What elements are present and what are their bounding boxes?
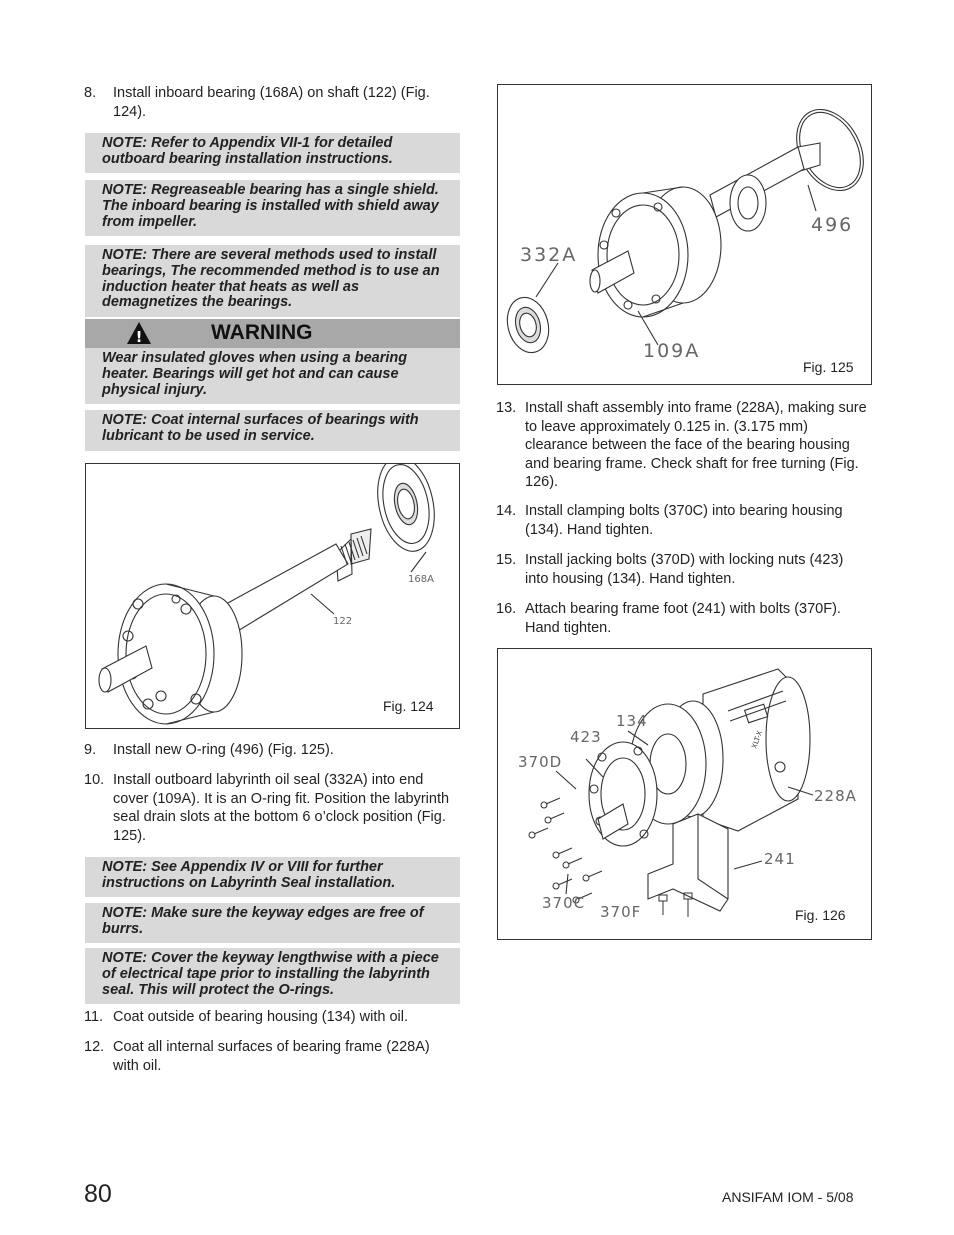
svg-text:109A: 109A <box>643 340 701 362</box>
step-number: 16. <box>496 601 517 617</box>
warning-header <box>85 319 460 348</box>
svg-text:241: 241 <box>764 850 796 868</box>
svg-text:228A: 228A <box>814 787 857 805</box>
step-text: Install inboard bearing (168A) on shaft (122) (Fig. 124). <box>113 85 430 120</box>
step-number: 10. <box>84 772 105 788</box>
step-text: Install shaft assembly into frame (228A), making sure to leave approximately 0.125 in. (3.175 mm) clearance between the face of the bearing housing and bearing frame. Check shaft for free turning (Fig. 126). <box>525 400 867 490</box>
note-appendix-vii: NOTE: Refer to Appendix VII-1 for detailed outboard bearing installation instructions. <box>85 133 460 173</box>
shaft-bearing-illustration <box>86 464 461 730</box>
svg-text:496: 496 <box>811 214 854 236</box>
step-number: 11. <box>84 1009 104 1025</box>
step-text: Install new O-ring (496) (Fig. 125). <box>113 742 334 758</box>
figure-124 <box>85 463 460 729</box>
fig-124-caption: Fig. 124 <box>383 698 434 714</box>
note-regreaseable-bearing: NOTE: Regreaseable bearing has a single shield. The inboard bearing is installed with shield away from impeller. <box>85 180 460 236</box>
svg-text:168A: 168A <box>408 574 434 585</box>
svg-text:!: ! <box>135 328 143 345</box>
step-number: 8. <box>84 85 97 101</box>
svg-text:XLT-X: XLT-X <box>750 729 765 750</box>
step-number: 13. <box>496 400 517 416</box>
svg-text:332A: 332A <box>520 244 578 266</box>
svg-text:370F: 370F <box>600 903 642 921</box>
figure-126 <box>497 648 872 940</box>
warning-title: WARNING <box>211 321 313 344</box>
step-number: 9. <box>84 742 97 758</box>
fig-126-caption: Fig. 126 <box>795 907 846 923</box>
note-labyrinth-appendix: NOTE: See Appendix IV or VIII for further instructions on Labyrinth Seal installation. <box>85 857 460 897</box>
note-keyway-tape: NOTE: Cover the keyway lengthwise with a piece of electrical tape prior to installing the labyrinth seal. This will protect the O-rings. <box>85 948 460 1004</box>
step-text: Install jacking bolts (370D) with locking nuts (423) into housing (134). Hand tighten. <box>525 552 844 587</box>
note-bearing-methods: NOTE: There are several methods used to install bearings, The recommended method is to use an induction heater that heats as well as demagnetizes the bearings. <box>85 245 460 317</box>
frame-assembly-illustration <box>498 649 873 941</box>
step-text: Install clamping bolts (370C) into bearing housing (134). Hand tighten. <box>525 503 843 538</box>
warning-triangle-icon <box>126 321 152 345</box>
svg-text:134: 134 <box>616 712 648 730</box>
step-text: Coat outside of bearing housing (134) with oil. <box>113 1009 409 1025</box>
figure-125 <box>497 84 872 385</box>
step-text: Attach bearing frame foot (241) with bolts (370F). Hand tighten. <box>525 601 841 636</box>
step-number: 14. <box>496 503 517 519</box>
document-id: ANSIFAM IOM - 5/08 <box>722 1189 854 1205</box>
note-coat-bearings: NOTE: Coat internal surfaces of bearings with lubricant to be used in service. <box>85 410 460 451</box>
shaft-seal-illustration <box>498 85 873 386</box>
step-text: Coat all internal surfaces of bearing frame (228A) with oil. <box>113 1039 430 1074</box>
svg-text:370C: 370C <box>542 894 586 912</box>
svg-text:122: 122 <box>333 616 353 627</box>
svg-text:423: 423 <box>570 728 602 746</box>
step-number: 12. <box>84 1039 105 1055</box>
svg-text:370D: 370D <box>518 753 563 771</box>
fig-125-caption: Fig. 125 <box>803 359 854 375</box>
warning-text: Wear insulated gloves when using a bearing heater. Bearings will get hot and can cause physical injury. <box>85 348 460 404</box>
note-keyway-burrs: NOTE: Make sure the keyway edges are free of burrs. <box>85 903 460 943</box>
step-number: 15. <box>496 552 517 568</box>
page-number: 80 <box>84 1180 112 1208</box>
step-text: Install outboard labyrinth oil seal (332A) into end cover (109A). It is an O-ring fit. Position the labyrinth seal drain slots at the bottom 6 o’clock position (Fig. 125). <box>113 772 450 844</box>
